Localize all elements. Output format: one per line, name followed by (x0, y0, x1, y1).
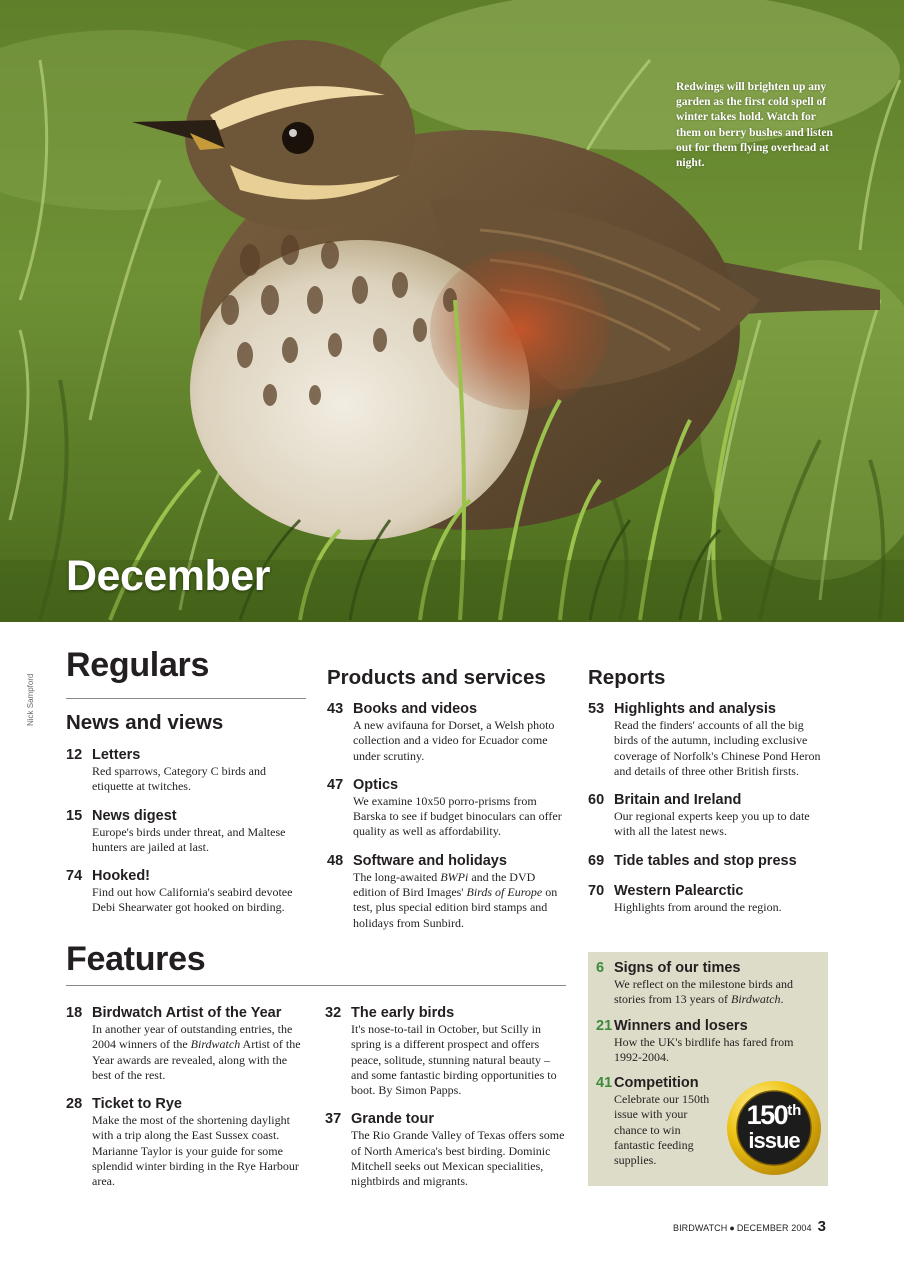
entry-description: We reflect on the milestone birds and stories from 13 years of Birdwatch. (614, 977, 793, 1007)
products-heading: Products and services (327, 666, 546, 689)
features-list-left (66, 1005, 306, 1203)
page-number: 74 (66, 868, 83, 885)
entry-description: Highlights from around the region. (614, 899, 782, 914)
regulars-heading: Regulars (66, 646, 210, 684)
entry-title: Birdwatch Artist of the Year (92, 1005, 282, 1021)
toc-entry[interactable] (66, 1096, 306, 1189)
badge-number: 150th (746, 1100, 802, 1130)
page-number: 60 (588, 792, 605, 809)
page-number: 6 (596, 960, 605, 976)
reports-list (588, 701, 828, 928)
entry-title: Ticket to Rye (92, 1096, 182, 1113)
page-number: 37 (325, 1111, 342, 1128)
page-number: 69 (588, 852, 605, 869)
photo-caption: Redwings will brighten up any garden as the first cold spell of winter takes hold. Watch for them on berry bushes and listen out for them flying overhead at night. (676, 81, 833, 170)
anniversary-box (588, 952, 828, 1186)
entry-description: It's nose-to-tail in October, but Scilly in spring is a different prospect and offers peace, solitude, stunning natural beauty – and some fantastic birding opportunities to boot. By Simon Papps. (351, 1022, 557, 1098)
regulars-divider (66, 698, 306, 699)
news-views-heading: News and views (66, 711, 224, 734)
toc-entry[interactable] (588, 701, 828, 779)
entry-description: Celebrate our 150th issue with your chance to win fantastic feeding supplies. (614, 1092, 710, 1168)
page-number: 53 (588, 701, 605, 717)
entry-title: Highlights and analysis (614, 701, 776, 717)
entry-title: The early birds (351, 1005, 455, 1021)
issue-150-badge (726, 1080, 822, 1176)
entry-description: A new avifauna for Dorset, a Welsh photo collection and a video for Ecuador come under scrutiny. (353, 718, 555, 763)
toc-entry[interactable] (66, 808, 306, 856)
entry-title: Software and holidays (353, 852, 507, 869)
toc-entry[interactable] (596, 1018, 820, 1066)
toc-entry[interactable] (588, 853, 828, 870)
page-footer (673, 1218, 826, 1236)
entry-title: Hooked! (92, 868, 150, 885)
page-number: 28 (66, 1096, 83, 1113)
magazine-name: BIRDWATCH (672, 1223, 728, 1233)
features-heading: Features (66, 940, 206, 978)
month-title: December (66, 552, 270, 600)
entry-description: Read the finders' accounts of all the big birds of the autumn, including exclusive coverage of Norfolk's Chinese Pond Heron and details of three other British firsts. (614, 718, 821, 778)
entry-description: The Rio Grande Valley of Texas offers some of North America's best birding. Dominic Mitchell seeks out Mexican specialities, nightbirds and migrants. (351, 1128, 565, 1189)
entry-description: In another year of outstanding entries, the 2004 winners of the Birdwatch Artist of the Year awards are revealed, along with the best of the rest. (92, 1022, 301, 1082)
entry-title: Winners and losers (614, 1017, 748, 1034)
page-number: 70 (588, 882, 605, 899)
entry-description: Our regional experts keep you up to date with all the latest news. (614, 809, 810, 839)
features-divider (66, 985, 566, 986)
page-number: 15 (66, 807, 83, 824)
products-list (327, 701, 567, 944)
entry-title: Britain and Ireland (614, 792, 742, 809)
entry-title: Optics (353, 776, 399, 793)
issue-date: DECEMBER 2004 (736, 1223, 812, 1233)
entry-description: Find out how California's seabird devotee Debi Shearwater got hooked on birding. (92, 885, 293, 915)
toc-entry[interactable] (66, 1005, 306, 1083)
entry-title: Western Palearctic (614, 882, 744, 899)
page-number-footer: 3 (817, 1218, 826, 1235)
entry-description: The long-awaited BWPi and the DVD edition of Bird Images' Birds of Europe on test, plus special edition bird stamps and holidays from Sunbird. (353, 869, 558, 930)
reports-heading: Reports (588, 666, 666, 689)
entry-title: Signs of our times (614, 960, 741, 976)
toc-entry[interactable] (66, 868, 306, 916)
entry-title: Competition (614, 1075, 699, 1092)
toc-entry[interactable] (327, 701, 567, 764)
entry-description: We examine 10x50 porro-prisms from Barska to see if budget binoculars can offer quality as well as affordability. (353, 793, 562, 839)
page-number: 41 (596, 1075, 613, 1092)
toc-entry[interactable] (327, 853, 567, 931)
entry-title: Letters (92, 747, 141, 763)
page-number: 18 (66, 1005, 83, 1021)
toc-entry[interactable] (588, 883, 828, 915)
page-number: 47 (327, 776, 344, 793)
page-number: 43 (327, 701, 344, 717)
entry-title: Tide tables and stop press (614, 852, 797, 869)
toc-entry[interactable] (588, 792, 828, 840)
toc-entry[interactable] (325, 1111, 567, 1189)
badge-word: issue (748, 1128, 800, 1153)
entry-description: How the UK's birdlife has fared from 1992-2004. (614, 1034, 794, 1064)
entry-description: Red sparrows, Category C birds and etiquette at twitches. (92, 764, 266, 794)
toc-entry[interactable] (596, 960, 820, 1008)
photo-credit: Nick Sampford (26, 673, 35, 726)
news-views-list (66, 747, 306, 929)
page-number: 32 (325, 1005, 342, 1021)
toc-entry[interactable] (66, 747, 306, 795)
entry-title: Grande tour (351, 1111, 434, 1128)
footer-separator: ● (729, 1223, 735, 1233)
toc-entry[interactable] (325, 1005, 567, 1098)
page-number: 12 (66, 747, 83, 763)
page-number: 21 (596, 1017, 613, 1034)
hero-photo (0, 0, 904, 622)
entry-description: Make the most of the shortening daylight with a trip along the East Sussex coast. Marianne Taylor is your guide for some splendid winter birding in the Rye Harbour area. (92, 1113, 299, 1189)
entry-title: Books and videos (353, 701, 478, 717)
toc-entry[interactable] (327, 777, 567, 840)
page-number: 48 (327, 852, 344, 869)
features-list-right (325, 1005, 567, 1203)
entry-description: Europe's birds under threat, and Maltese hunters are jailed at last. (92, 824, 286, 854)
entry-title: News digest (92, 807, 177, 824)
